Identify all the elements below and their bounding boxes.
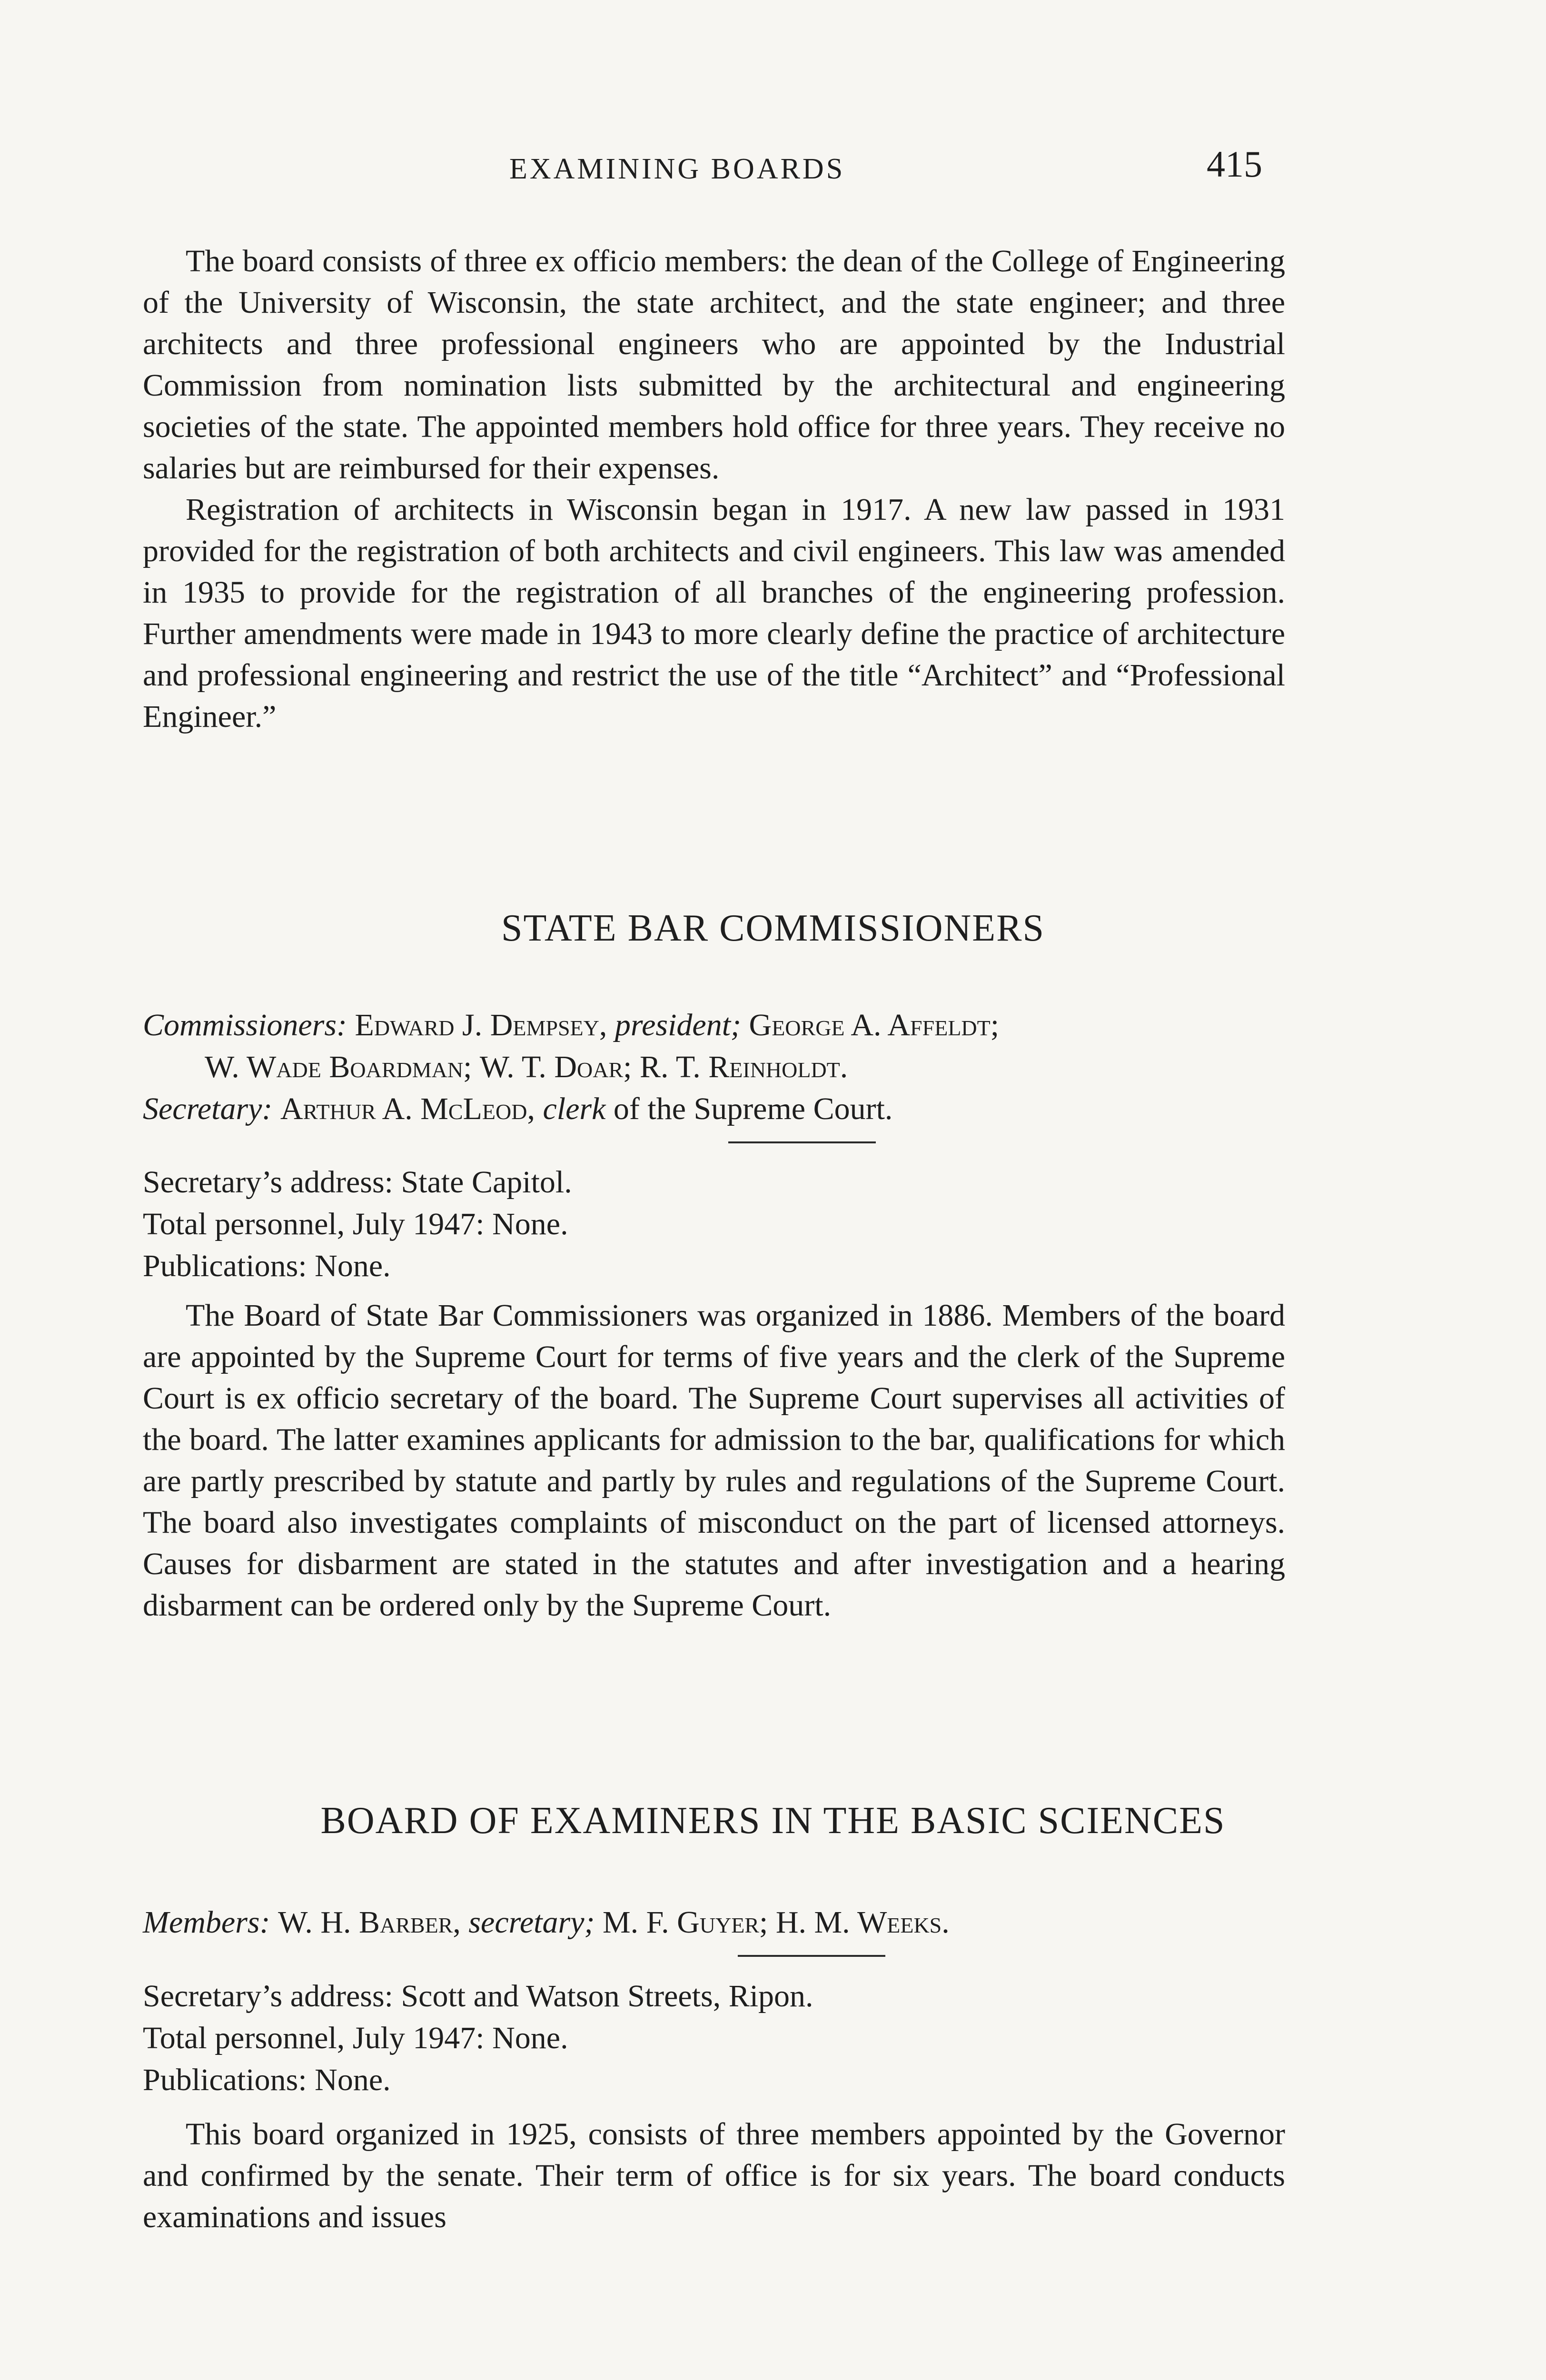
basic-description [143,2113,1285,2238]
intro-paragraph-2: Registration of architects in Wisconsin began in 1917. A new law passed in 1931 provided for the registration of both architects and civil engineers. This law was amended in 1935 to provide for the registration of all branches of the engineering profession. Further amendments were made in 1943 to more clearly define the practice of architecture and professional engineering and restrict the use of the title “Architect” and “Professional Engineer.” [143,492,1285,734]
commissioner-name: R. T. Reinholdt. [640,1050,848,1084]
secretary-label: Secretary: [143,1091,273,1126]
commissioner-name: W. Wade Boardman; [205,1050,472,1084]
bar-roster [143,1004,1285,1143]
secretary-name: Arthur A. McLeod, [280,1091,535,1126]
bar-description [143,1295,1285,1626]
member-name: M. F. Guyer; [602,1905,768,1940]
page-header [0,143,1546,195]
secretary-address: Secretary’s address: Scott and Watson Streets, Ripon. [143,1979,813,2013]
commissioners-line [143,1004,1285,1046]
intro-paragraph-1: The board consists of three ex officio members: the dean of the College of Engineering of the University of Wisconsin, the state architect, and the state engineer; and three architects and three professional engineers who are appointed by the Industrial Commission from nomination lists submitted by the architectural and engineering societies of the state. The appointed members hold office for three years. They receive no salaries but are reimbursed for their expenses. [143,244,1285,486]
section-divider [738,1955,885,1957]
bar-paragraph: The Board of State Bar Commissioners was organized in 1886. Members of the board are appointed by the Supreme Court for terms of five years and the clerk of the Supreme Court is ex officio secretary of the board. The Supreme Court supervises all activities of the board. The latter examines applicants for admission to the bar, qualifications for which are partly prescribed by statute and partly by rules and regulations of the Supreme Court. The board also investigates complaints of misconduct on the part of licensed attorneys. Causes for disbarment are stated in the statutes and after investigation and a hearing disbarment can be ordered only by the Supreme Court. [143,1298,1285,1623]
publications: Publications: None. [143,1249,391,1283]
bar-section-heading: STATE BAR COMMISSIONERS [501,907,1045,949]
publications: Publications: None. [143,2063,391,2097]
bar-facts [143,1161,1285,1287]
page-number: 415 [1207,143,1262,185]
commissioner-role: president; [614,1008,742,1042]
commissioners-label: Commissioners: [143,1008,347,1042]
commissioner-name: Edward J. Dempsey, [355,1008,607,1042]
secretary-tail: of the Supreme Court. [613,1091,893,1126]
total-personnel: Total personnel, July 1947: None. [143,2021,568,2055]
secretary-address: Secretary’s address: State Capitol. [143,1165,572,1200]
basic-paragraph: This board organized in 1925, consists of three members appointed by the Governor and confirmed by the senate. Their term of office is for six years. The board conducts examinations and issues [143,2117,1285,2234]
section-divider [728,1141,876,1143]
secretary-line [143,1088,1285,1130]
members-line [143,1902,1285,1944]
member-role: secretary; [468,1905,595,1940]
member-name: W. H. Barber, [278,1905,461,1940]
total-personnel: Total personnel, July 1947: None. [143,1207,568,1241]
commissioner-name: George A. Affeldt; [749,1008,1000,1042]
commissioner-name: W. T. Doar; [479,1050,632,1084]
running-title: EXAMINING BOARDS [509,153,845,185]
basic-facts [143,1975,1285,2101]
members-label: Members: [143,1905,270,1940]
intro-section [143,240,1285,737]
commissioners-line-continued [143,1046,1285,1088]
basic-roster [143,1902,1285,1957]
secretary-role: clerk [543,1091,606,1126]
member-name: H. M. Weeks. [775,1905,950,1940]
basic-section-heading: BOARD OF EXAMINERS IN THE BASIC SCIENCES [320,1800,1226,1842]
